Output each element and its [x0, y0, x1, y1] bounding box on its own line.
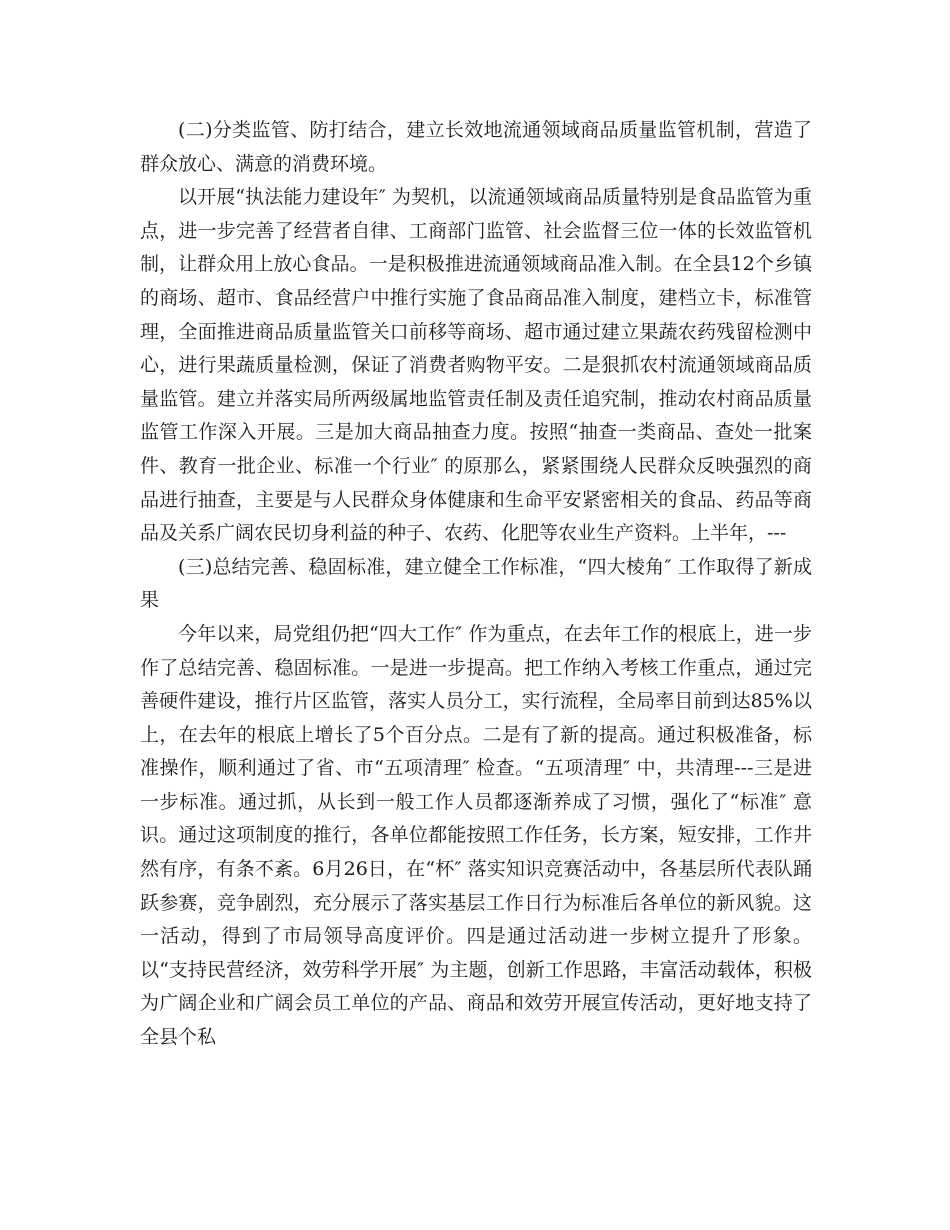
paragraph-section-3-body: 今年以来，局党组仍把“四大工作″ 作为重点，在去年工作的根底上，进一步作了总结完善、稳固标准。一是进一步提高。把工作纳入考核工作重点，通过完善硬件建设，推行片区监管，落实人员分工，实行流程，全局率目前到达85%以上，在去年的根底上增长了5个百分点。二是有了新的提高。通过积极准备，标准操作，顺利通过了省、市“五项清理″ 检查。“五项清理″ 中，共清理---三是进一步标准。通过抓，从长到一般工作人员都逐渐养成了习惯，强化了“标准″ 意识。通过这项制度的推行，各单位都能按照工作任务，长方案，短安排，工作井然有序，有条不紊。6月26日，在“杯″ 落实知识竞赛活动中，各基层所代表队踊跃参赛，竞争剧烈，充分展示了落实基层工作日行为标准后各单位的新风貌。这一活动，得到了市局领导高度评价。四是通过活动进一步树立提升了形象。以“支持民营经济，效劳科学开展″ 为主题，创新工作思路，丰富活动载体，积极为广阔企业和广阔会员工单位的产品、商品和效劳开展宣传活动，更好地支持了全县个私 [140, 622, 812, 1049]
paragraph-section-2-body: 以开展“执法能力建设年″ 为契机，以流通领域商品质量特别是食品监管为重点，进一步完善了经营者自律、工商部门监管、社会监督三位一体的长效监管机制，让群众用上放心食品。一是积极推进流通领域商品准入制。在全县12个乡镇的商场、超市、食品经营户中推行实施了食品商品准入制度，建档立卡，标准管理，全面推进商品质量监管关口前移等商场、超市通过建立果蔬农药残留检测中心，进行果蔬质量检测，保证了消费者购物平安。二是狠抓农村流通领域商品质量监管。建立并落实局所两级属地监管责任制及责任追究制，推动农村商品质量监管工作深入开展。三是加大商品抽查力度。按照“抽查一类商品、查处一批案件、教育一批企业、标准一个行业″ 的原那么，紧紧围绕人民群众反映强烈的商品进行抽查，主要是与人民群众身体健康和生命平安紧密相关的食品、药品等商品及关系广阔农民切身利益的种子、农药、化肥等农业生产资料。上半年，--- [140, 186, 812, 545]
document-body [140, 114, 812, 1055]
paragraph-section-2-heading: (二)分类监管、防打结合，建立长效地流通领域商品质量监管机制，营造了群众放心、满意的消费环境。 [140, 119, 812, 175]
paragraph-section-3-heading: (三)总结完善、稳固标准，建立健全工作标准，“四大棱角″ 工作取得了新成果 [140, 555, 812, 612]
